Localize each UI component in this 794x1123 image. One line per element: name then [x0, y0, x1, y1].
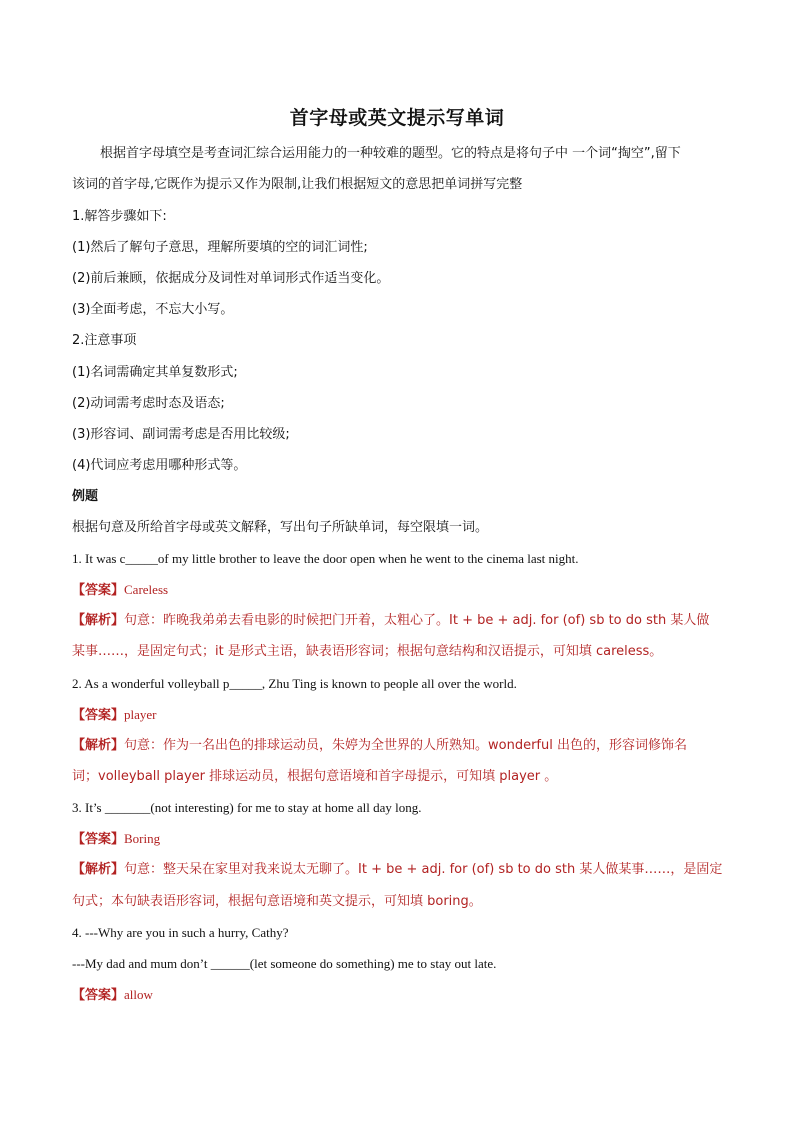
question-2: 2. As a wonderful volleyball p_____, Zhu Ting is known to people all over the world. — [72, 676, 517, 691]
answer-tag: 【答案】 — [72, 988, 125, 1003]
note-item: (2)动词需考虑时态及语态; — [72, 396, 225, 411]
answer-1 — [72, 581, 722, 599]
steps-heading: 1.解答步骤如下: — [72, 209, 167, 224]
step-item: (2)前后兼顾，依据成分及词性对单词形式作适当变化。 — [72, 271, 390, 286]
analysis-2-line-2: 词；volleyball player 排球运动员，根据句意语境和首字母提示，可知填 player 。 — [72, 769, 558, 784]
intro-line-2: 该词的首字母,它既作为提示又作为限制,让我们根据短文的意思把单词拼写完整 — [72, 177, 523, 192]
analysis-3-line-1 — [72, 861, 722, 878]
analysis-2-line-1 — [72, 737, 722, 754]
analysis-text: 句意：整天呆在家里对我来说太无聊了。It + be + adj. for (of) sb to do sth 某人做某事……，是固定 — [124, 862, 722, 877]
examples-heading: 例题 — [72, 489, 99, 504]
step-item: (3)全面考虑，不忘大小写。 — [72, 302, 234, 317]
question-1: 1. It was c_____of my little brother to leave the door open when he went to the cinema last night. — [72, 551, 579, 566]
page-title: 首字母或英文提示写单词 — [289, 107, 505, 129]
analysis-tag: 【解析】 — [72, 862, 125, 877]
analysis-3-line-2: 句式；本句缺表语形容词，根据句意语境和英文提示，可知填 boring。 — [72, 894, 482, 909]
notes-heading: 2.注意事项 — [72, 333, 137, 348]
question-3: 3. It’s _______(not interesting) for me to stay at home all day long. — [72, 800, 422, 815]
analysis-tag: 【解析】 — [72, 738, 125, 753]
answer-tag: 【答案】 — [72, 832, 125, 847]
answer-2 — [72, 706, 722, 724]
answer-3 — [72, 830, 722, 848]
answer-tag: 【答案】 — [72, 708, 125, 723]
step-item: (1)然后了解句子意思，理解所要填的空的词汇词性; — [72, 240, 368, 255]
analysis-text: 句意：作为一名出色的排球运动员，朱婷为全世界的人所熟知。wonderful 出色的，形容词修饰名 — [124, 738, 687, 753]
answer-value: player — [124, 707, 157, 722]
answer-tag: 【答案】 — [72, 583, 125, 598]
answer-value: Careless — [124, 582, 169, 597]
answer-4 — [72, 986, 722, 1004]
analysis-1-line-1 — [72, 612, 722, 629]
question-4-line-2: ---My dad and mum don’t ______(let someone do something) me to stay out late. — [72, 956, 497, 971]
analysis-text: 句意：昨晚我弟弟去看电影的时候把门开着，太粗心了。It + be + adj. for (of) sb to do sth 某人做 — [124, 613, 710, 628]
intro-line-1: 根据首字母填空是考查词汇综合运用能力的一种较难的题型。它的特点是将句子中 一个词“掏空”,留下 — [100, 146, 681, 161]
analysis-1-line-2: 某事……，是固定句式；it 是形式主语，缺表语形容词；根据句意结构和汉语提示，可知填 careless。 — [72, 644, 663, 659]
question-4: 4. ---Why are you in such a hurry, Cathy? — [72, 925, 289, 940]
note-item: (3)形容词、副词需考虑是否用比较级; — [72, 427, 290, 442]
analysis-tag: 【解析】 — [72, 613, 125, 628]
note-item: (4)代词应考虑用哪种形式等。 — [72, 458, 247, 473]
note-item: (1)名词需确定其单复数形式; — [72, 365, 238, 380]
answer-value: allow — [124, 987, 153, 1002]
examples-instruction: 根据句意及所给首字母或英文解释，写出句子所缺单词，每空限填一词。 — [72, 520, 489, 535]
answer-value: Boring — [124, 831, 161, 846]
